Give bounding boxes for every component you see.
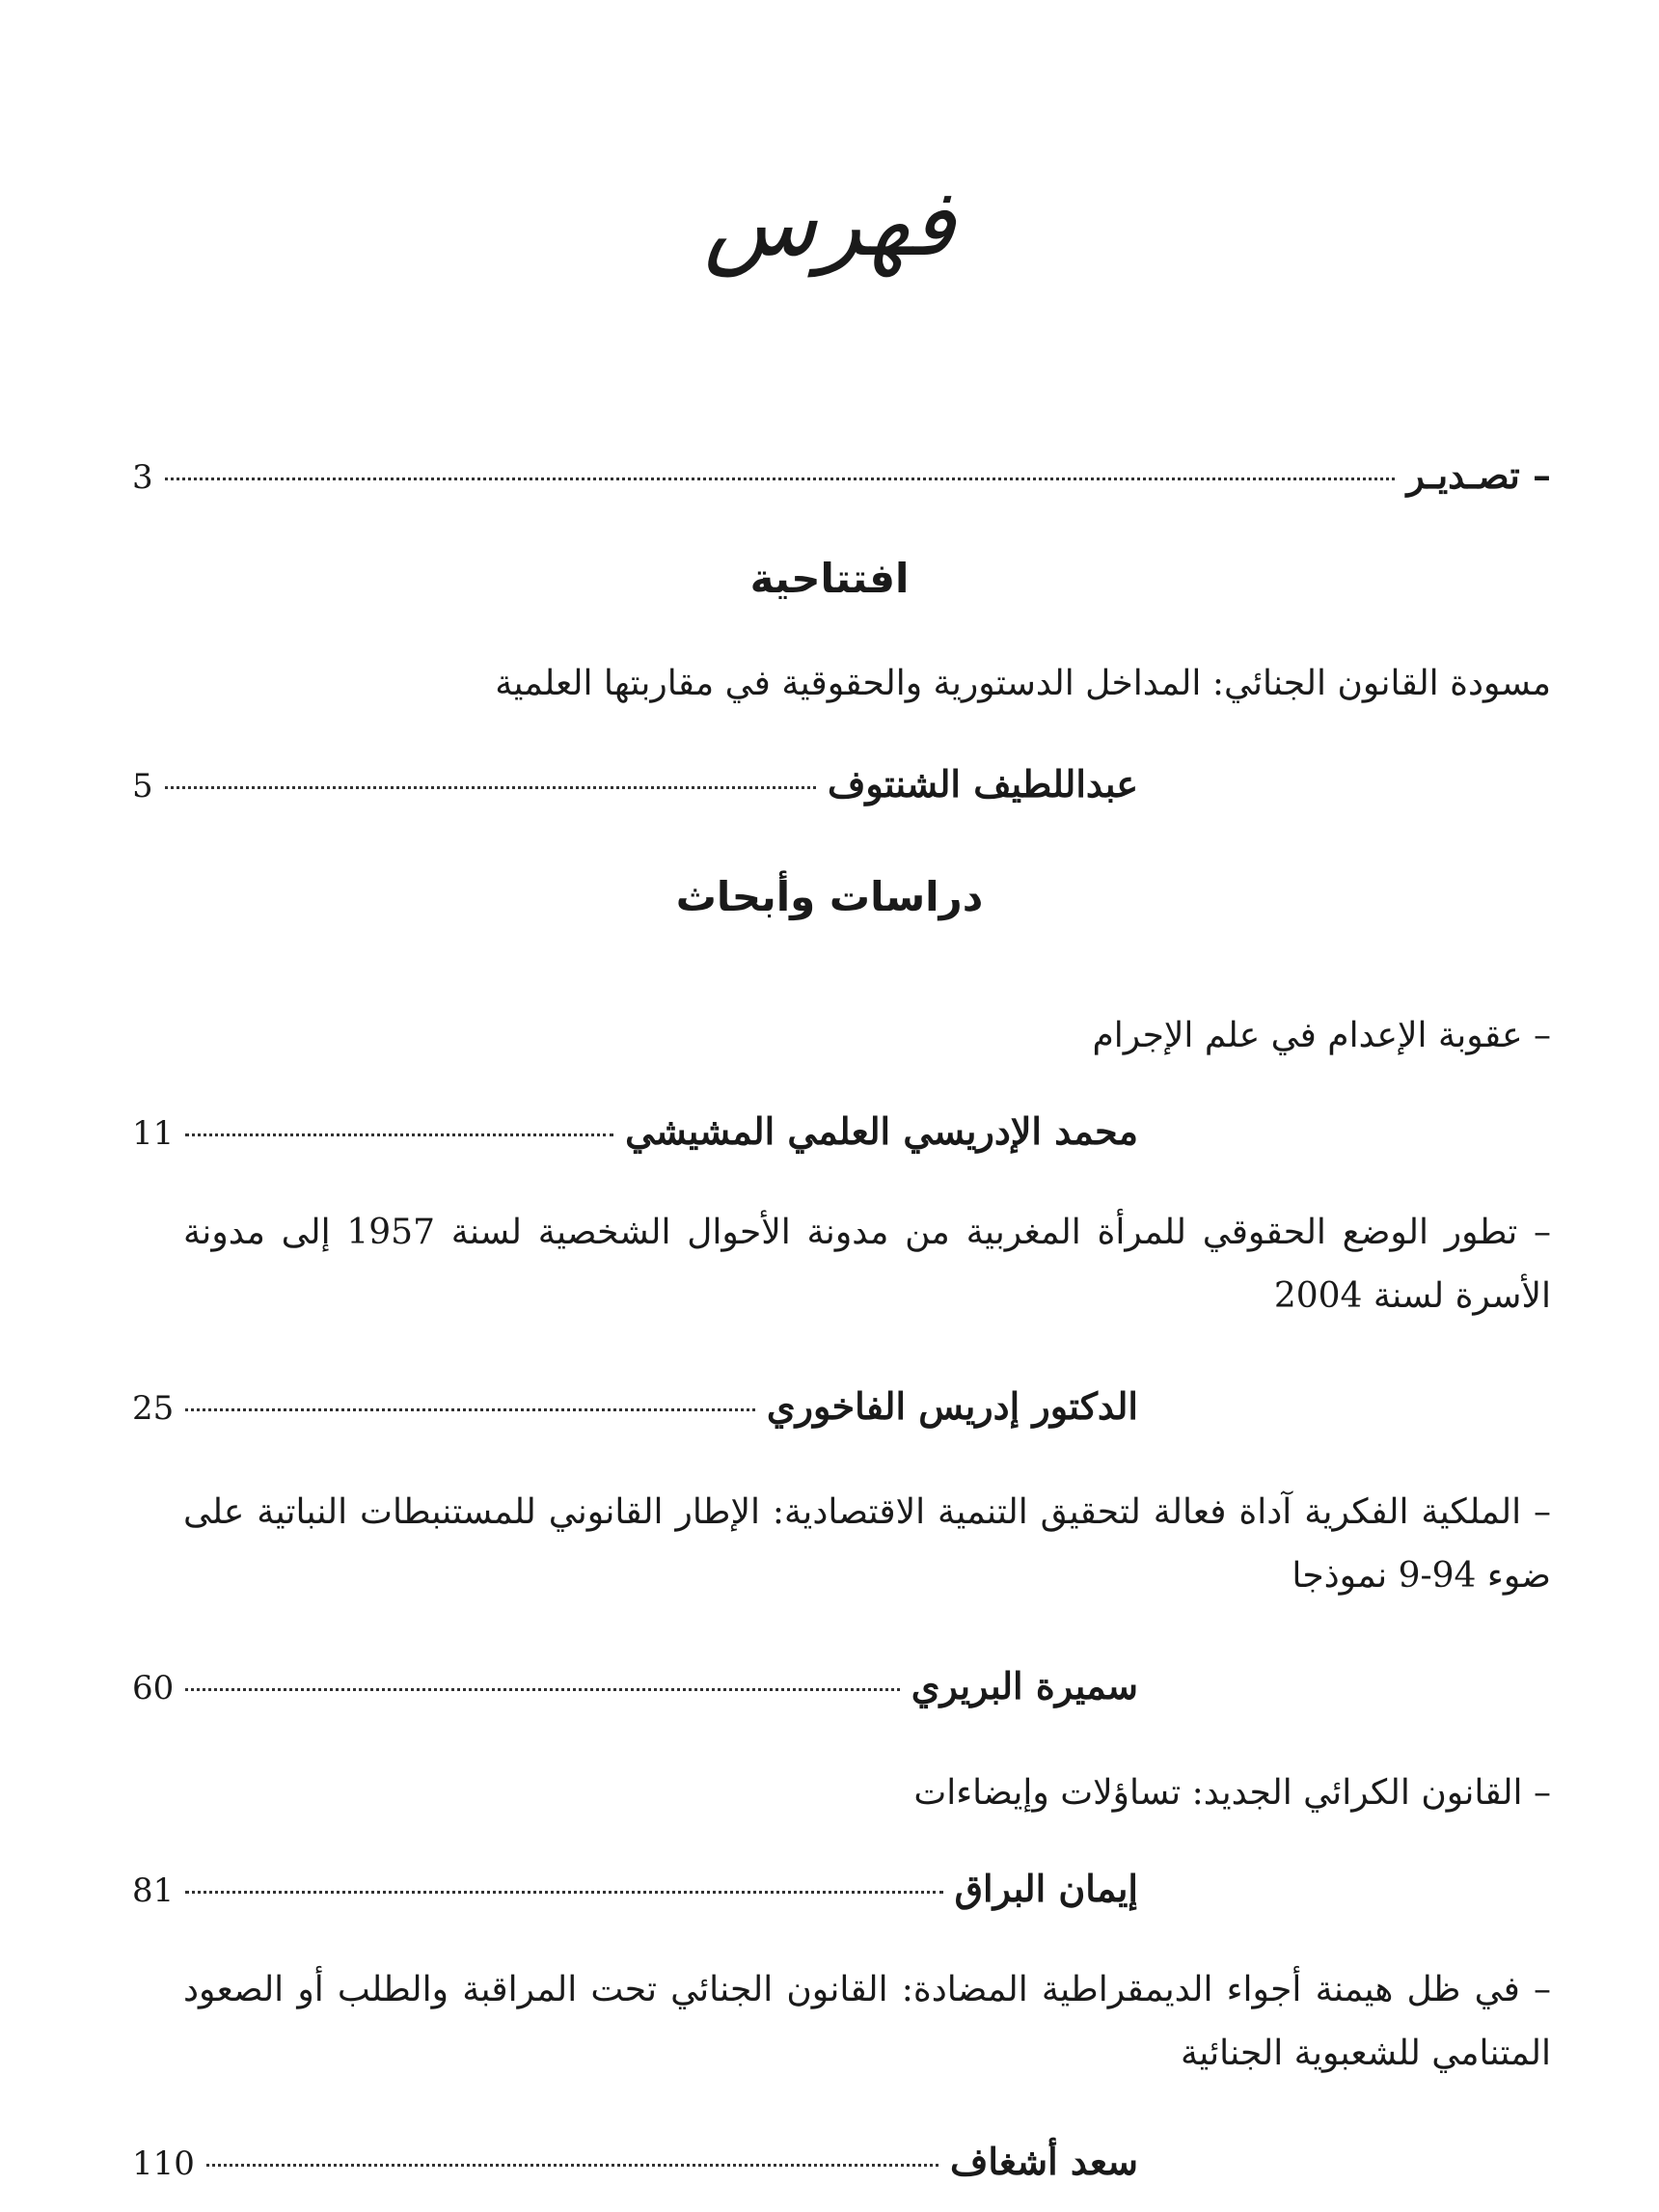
dot-leader [185,1408,755,1411]
entry-title-5: – في ظل هيمنة أجواء الديمقراطية المضادة: القانون الجنائي تحت المراقبة والطلب أو الصعود المتنامي للشعبوية الجنائية [183,1970,1551,2073]
entry-label: – تصـديـر [1406,453,1551,497]
dot-leader [185,1133,613,1136]
toc-entry-author-3 [132,1664,1138,1707]
section-heading-studies: دراسات وأبحاث [675,873,984,920]
entry-title-3: – الملكية الفكرية آداة فعالة لتحقيق التنمية الاقتصادية: الإطار القانوني للمستنبطات النباتية على ضوء 94-9 نموذجا [183,1492,1551,1596]
toc-entry-author-2 [132,1384,1138,1428]
entry-title-editorial: مسودة القانون الجنائي: المداخل الدستورية والحقوقية في مقاربتها العلمية [495,664,1551,703]
toc-entry-author-1 [132,1109,1138,1153]
page-number: 3 [132,458,153,497]
dot-leader [165,478,1396,480]
author-name: محمد الإدريسي العلمي المشيشي [625,1109,1138,1153]
dot-leader [165,786,816,789]
page-number: 60 [132,1669,175,1707]
author-name: سعد أشغاف [949,2140,1138,2183]
page-number: 25 [132,1389,175,1428]
dot-leader [206,2164,938,2167]
page-title: فهرس [703,169,956,277]
toc-entry-author-5 [132,2140,1138,2183]
dot-leader [185,1891,942,1894]
author-name: إيمان البراق [954,1867,1138,1910]
entry-title-4: – القانون الكرائي الجديد: تساؤلات وإيضاءات [913,1773,1551,1813]
toc-entry-author-4 [132,1867,1138,1910]
section-heading-editorial: افتتاحية [749,555,910,602]
page-number: 110 [132,2144,195,2183]
page-number: 81 [132,1871,175,1910]
entry-title-1: – عقوبة الإعدام في علم الإجرام [1092,1016,1551,1055]
dot-leader [185,1688,899,1691]
author-name: سميرة البريري [911,1664,1138,1707]
author-name: الدكتور إدريس الفاخوري [766,1384,1138,1428]
entry-title-2: – تطور الوضع الحقوقي للمرأة المغربية من مدونة الأحوال الشخصية لسنة 1957 إلى مدونة الأسرة لسنة 2004 [183,1213,1552,1316]
author-name: عبداللطيف الشنتوف [828,762,1138,806]
page-number: 5 [132,767,153,806]
page-number: 11 [132,1114,175,1153]
toc-entry-tasdir [132,453,1551,497]
toc-entry-editorial-author [132,762,1138,806]
